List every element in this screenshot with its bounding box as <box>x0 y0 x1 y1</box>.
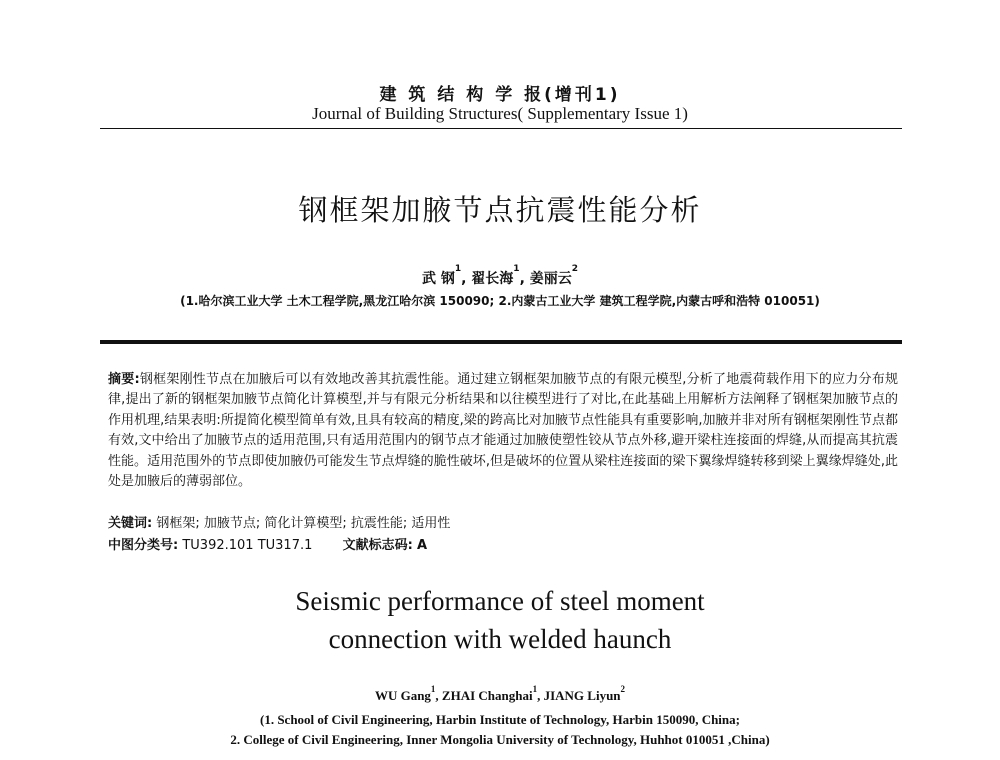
paper-title-cn: 钢框架加腋节点抗震性能分析 <box>298 193 702 227</box>
authors-en: WU Gang$^1$, ZHAI Changhai$^1$, JIANG Liyun$^2$ <box>374 684 626 703</box>
clc-value: TU392.101 TU317.1 <box>182 538 313 553</box>
author-en-3: JIANG Liyun <box>543 688 621 703</box>
abstract-cn <box>108 370 898 492</box>
author-cn-2: 翟长海 <box>471 271 514 287</box>
keywords-label: 关键词: <box>108 516 153 531</box>
keywords-text: 钢框架; 加腋节点; 简化计算模型; 抗震性能; 适用性 <box>156 516 451 531</box>
journal-name-en: Journal of Building Structures( Supplementary Issue 1) <box>312 104 688 123</box>
author-cn-3-affil: 2 <box>571 264 579 274</box>
author-cn-3: 姜丽云 <box>529 271 572 287</box>
affiliation-cn: (1.哈尔滨工业大学 土木工程学院,黑龙江哈尔滨 150090; 2.内蒙古工业大学 建筑工程学院,内蒙古呼和浩特 010051) <box>180 294 820 308</box>
keywords-cn <box>108 512 898 531</box>
author-en-3-affil: 2 <box>620 684 626 694</box>
doc-code-label: 文献标志码: <box>342 538 413 553</box>
affiliation-en-2: 2. College of Civil Engineering, Inner Mongolia University of Technology, Huhhot 010051 ,China) <box>230 732 770 747</box>
author-en-1: WU Gang <box>374 688 431 703</box>
author-cn-2-affil: 1 <box>513 264 520 274</box>
abstract-label: 摘要: <box>108 372 140 387</box>
author-en-2: ZHAI Changhai <box>441 688 533 703</box>
paper-title-en-line-2: connection with welded haunch <box>328 624 672 654</box>
journal-name-cn: 建 筑 结 构 学 报(增刊1) <box>379 85 621 105</box>
classification-line <box>108 534 898 553</box>
section-rule-thick <box>100 340 902 344</box>
author-cn-1: 武 钢 <box>421 271 455 287</box>
paper-title-en-line-1: Seismic performance of steel moment <box>295 586 705 616</box>
affiliation-en <box>0 710 1000 750</box>
author-en-1-affil: 1 <box>430 684 436 694</box>
doc-code-value: A <box>417 538 428 553</box>
abstract-text: 钢框架刚性节点在加腋后可以有效地改善其抗震性能。通过建立钢框架加腋节点的有限元模型,分析了地震荷载作用下的应力分布规律,提出了新的钢框架加腋节点简化计算模型,并与有限元分析结果和以往模型进行了对比,在此基础上用解析方法阐释了钢框架加腋节点的作用机理,结果表明:所提简化模型简单有效,且具有较高的精度,梁的跨高比对加腋节点性能具有重要影响,加腋并非对所有钢框架刚性节点都有效,文中给出了加腋节点的适用范围,只有适用范围内的钢节点才能通过加腋使塑性铰从节点外移,避开梁柱连接面的焊缝,从而提高其抗震性能。适用范围外的节点即使加腋仍可能发生节点焊缝的脆性破坏,但是破坏的位置从梁柱连接面的梁下翼缘焊缝转移到梁上翼缘焊缝处,此处是加腋后的薄弱部位。 <box>108 372 898 490</box>
author-cn-1-affil: 1 <box>454 264 462 274</box>
clc-label: 中图分类号: <box>108 538 179 553</box>
author-en-2-affil: 1 <box>532 684 538 694</box>
affiliation-en-1: (1. School of Civil Engineering, Harbin Institute of Technology, Harbin 150090, China; <box>260 712 740 727</box>
paper-title-en <box>0 582 1000 658</box>
authors-cn: 武 钢$^1$, 翟长海$^1$, 姜丽云$^2$ <box>421 264 579 287</box>
header-rule <box>100 128 902 129</box>
